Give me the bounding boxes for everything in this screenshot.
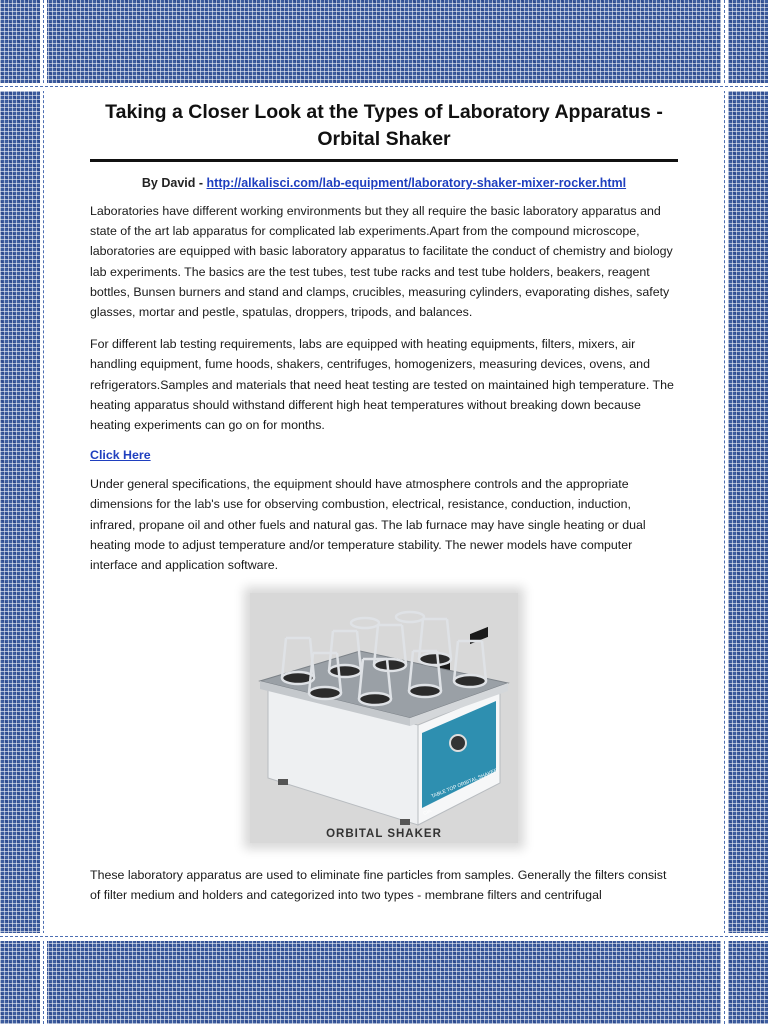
orbital-shaker-illustration xyxy=(250,593,518,843)
border-band-bottom xyxy=(0,933,768,941)
article-body xyxy=(47,201,721,906)
border-strip-left xyxy=(40,0,47,1024)
brand-logo: CIA xyxy=(422,808,433,818)
document-page xyxy=(47,91,721,933)
panel-label: TABLE TOP ORBITAL SHAKER xyxy=(430,767,499,801)
paragraph-4: These laboratory apparatus are used to eliminate fine particles from samples. Generally the filters consist of filter medium and holders and categorized into two types - membrane filters and centrifugal xyxy=(90,868,667,903)
title-line-2: Orbital Shaker xyxy=(317,128,451,150)
border-band-top xyxy=(0,83,768,91)
paragraph-2: For different lab testing requirements, labs are equipped with heating equipments, filters, mixers, air handling equipment, fume hoods, shakers, centrifuges, homogenizers, measuring devices, ovens, and refrigerators.Samples and materials that need heat testing are tested on maintained high temperature. The heating apparatus should withstand different high heat temperatures without breaking down because heating experiments can go on for months. xyxy=(90,337,674,433)
byline-author: By David - xyxy=(141,176,207,190)
title-line-1: Taking a Closer Look at the Types of Laboratory Apparatus - xyxy=(105,101,663,123)
paragraph-1: Laboratories have different working environments but they all require the basic laboratory apparatus and state of the art lab apparatus for complicated lab experiments.Apart from the compound microscope, laboratories are equipped with basic laboratory apparatus to facilitate the conduct of chemistry and biology lab experiments. The basics are the test tubes, test tube racks and test tube holders, beakers, reagent bottles, Bunsen burners and stand and clamps, crucibles, measuring cylinders, evaporating dishes, safety glasses, mortar and pestle, spatulas, droppers, tripods, and balances. xyxy=(90,204,673,320)
byline xyxy=(47,176,721,190)
title-rule xyxy=(90,159,678,162)
figure-caption: ORBITAL SHAKER xyxy=(326,828,442,841)
paragraph-3: Under general specifications, the equipment should have atmosphere controls and the appropriate dimensions for the lab's use for observing combustion, electrical, resistance, conduction, induction, infrared, propane oil and other fuels and natural gas. The lab furnace may have single heating or dual heating mode to adjust temperature and/or temperature stability. The newer models have computer interface and application software. xyxy=(90,477,646,573)
orbital-shaker-image xyxy=(250,593,518,843)
border-strip-right xyxy=(721,0,728,1024)
byline-link[interactable]: http://alkalisci.com/lab-equipment/laboratory-shaker-mixer-rocker.html xyxy=(206,176,627,190)
click-here-link[interactable]: Click Here xyxy=(90,448,151,463)
page-title xyxy=(67,99,701,153)
